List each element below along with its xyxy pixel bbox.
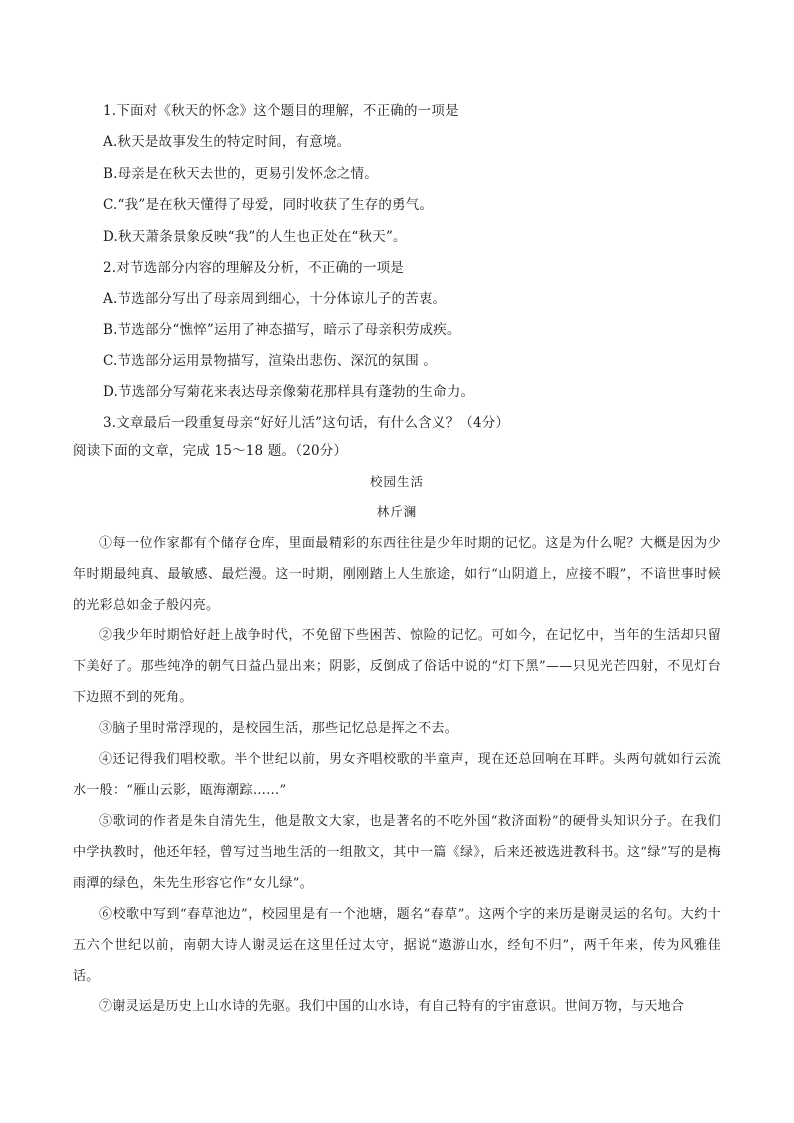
article-paragraph-1: ①每一位作家都有个储存仓库，里面最精彩的东西往往是少年时期的记忆。这是为什么呢？大概是因为少年时期最纯真、最敏感、最烂漫。这一时期，刚刚踏上人生旅途，如行“山阴道上，应接不暇”，不谙世事时候的光彩总如金子般闪亮。 [73,536,721,613]
article-paragraph-2: ②我少年时期恰好赶上战争时代，不免留下些困苦、惊险的记忆。可如今，在记忆中，当年的生活却只留下美好了。那些纯净的朝气日益凸显出来；阴影，反倒成了俗话中说的“灯下黑”——只见光芒四射，不见灯台下边照不到的死角。 [73,628,721,705]
question-3-stem: 3.文章最后一段重复母亲“好好儿活”这句话，有什么含义？（4分） [103,415,510,431]
article-paragraph-3: ③脑子里时常浮现的，是校园生活，那些记忆总是挥之不去。 [99,721,459,736]
question-1-option-c: C.“我”是在秋天懂得了母爱，同时收获了生存的勇气。 [103,197,434,213]
question-2-stem: 2.对节选部分内容的理解及分析，不正确的一项是 [103,260,404,276]
question-2-option-b: B.节选部分“憔悴”运用了神态描写，暗示了母亲积劳成疾。 [103,322,461,338]
question-2-option-a: A.节选部分写出了母亲周到细心，十分体谅儿子的苦衷。 [103,291,447,307]
article-paragraph-4: ④还记得我们唱校歌。半个世纪以前，男女齐唱校歌的半童声，现在还总回响在耳畔。头两句就如行云流水一般：“雁山云影，瓯海潮踪……” [73,752,721,798]
article-paragraph-5: ⑤歌词的作者是朱自清先生，他是散文大家，也是著名的不吃外国“救济面粉”的硬骨头知识分子。在我们中学执教时，他还年轻，曾写过当地生活的一组散文，其中一篇《绿》，后来还被选进教科书。这“绿”写的是梅雨潭的绿色，朱先生形容它作“女儿绿”。 [73,814,721,891]
question-1-option-d: D.秋天萧条景象反映“我”的人生也正处在“秋天”。 [103,229,407,245]
question-1-option-b: B.母亲是在秋天去世的，更易引发怀念之情。 [103,166,378,182]
question-1-option-a: A.秋天是故事发生的特定时间，有意境。 [103,134,351,150]
article-paragraph-6: ⑥校歌中写到“春草池边”，校园里是有一个池塘，题名“春草”。这两个字的来历是谢灵运的名句。大约十五六个世纪以前，南朝大诗人谢灵运在这里任过太守，据说“遨游山水，经旬不归”，两千年来，传为风雅佳话。 [73,907,721,984]
article-paragraph-7: ⑦谢灵运是历史上山水诗的先驱。我们中国的山水诗，有自己特有的宇宙意识。世间万物，与天地合 [99,999,685,1014]
article-title: 校园生活 [369,474,424,489]
question-1-stem: 1.下面对《秋天的怀念》这个题目的理解，不正确的一项是 [103,103,459,119]
article-author: 林斤澜 [376,504,418,519]
reading-instruction: 阅读下面的文章，完成 15～18 题。（20分） [73,443,348,459]
question-2-option-c: C.节选部分运用景物描写，渲染出悲伤、深沉的氛围 。 [103,353,438,369]
question-2-option-d: D.节选部分写菊花来表达母亲像菊花那样具有蓬勃的生命力。 [103,384,475,400]
